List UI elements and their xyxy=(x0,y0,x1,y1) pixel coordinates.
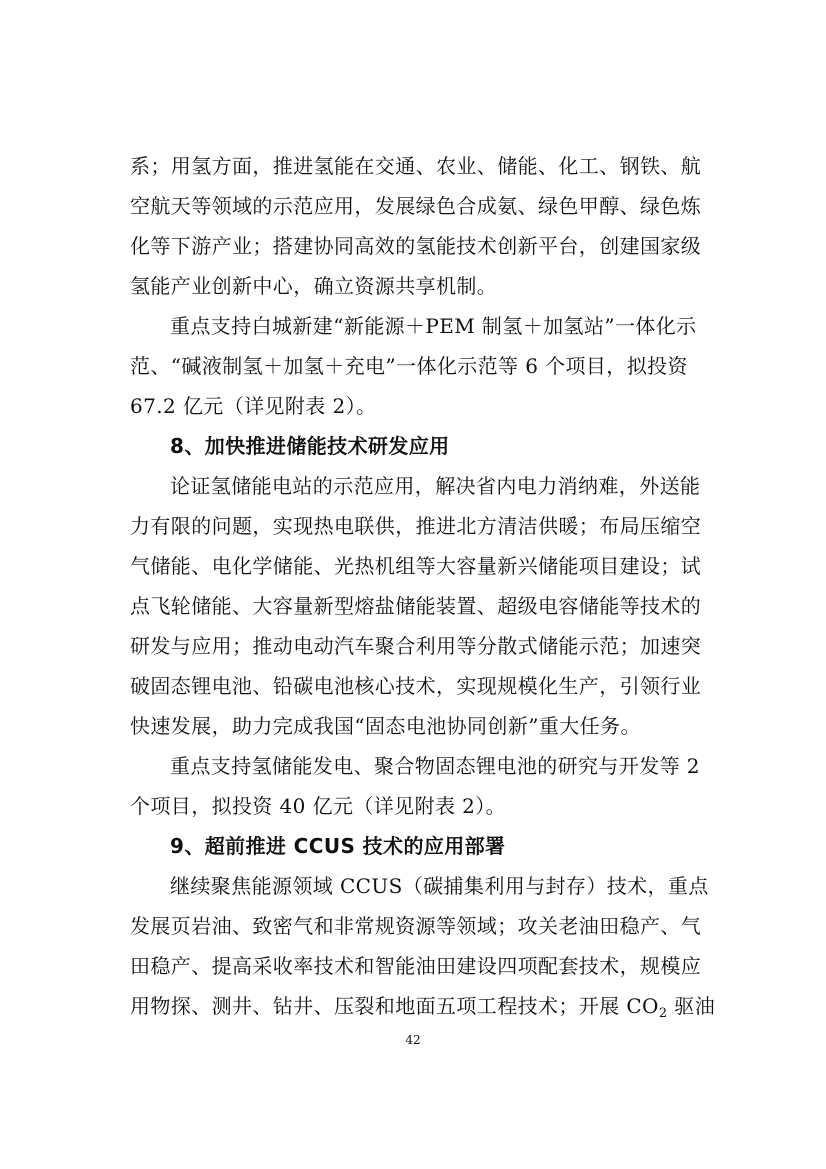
paragraph-line xyxy=(130,992,716,1021)
paragraph-line: 个项目，拟投资 40 亿元（详见附表 2）。 xyxy=(130,794,507,818)
paragraph-line: 继续聚焦能源领域 CCUS（碳捕集利用与封存）技术，重点 xyxy=(170,874,709,898)
paragraph-line: 论证氢储能电站的示范应用，解决省内电力消纳难，外送能 xyxy=(170,474,701,498)
paragraph-line: 67.2 亿元（详见附表 2）。 xyxy=(130,394,377,418)
paragraph-line: 破固态锂电池、铅碳电池核心技术，实现规模化生产，引领行业 xyxy=(130,674,702,698)
paragraph-line: 发展页岩油、致密气和非常规资源等领域；攻关老油田稳产、气 xyxy=(130,914,702,938)
paragraph-line: 力有限的问题，实现热电联供，推进北方清洁供暖；布局压缩空 xyxy=(130,514,702,538)
paragraph-line: 空航天等领域的示范应用，发展绿色合成氨、绿色甲醇、绿色炼 xyxy=(130,194,702,218)
paragraph-line: 重点支持氢储能发电、聚合物固态锂电池的研究与开发等 2 xyxy=(170,754,700,778)
paragraph-line: 田稳产、提高采收率技术和智能油田建设四项配套技术，规模应 xyxy=(130,954,702,978)
paragraph-line: 系；用氢方面，推进氢能在交通、农业、储能、化工、钢铁、航 xyxy=(130,154,702,178)
paragraph-line: 研发与应用；推动电动汽车聚合利用等分散式储能示范；加速突 xyxy=(130,634,702,658)
section-heading: 8、加快推进储能技术研发应用 xyxy=(170,434,450,458)
page-number: 42 xyxy=(405,1033,421,1047)
paragraph-line: 化等下游产业；搭建协同高效的氢能技术创新平台，创建国家级 xyxy=(130,234,702,258)
paragraph-line: 点飞轮储能、大容量新型熔盐储能装置、超级电容储能等技术的 xyxy=(130,594,702,618)
paragraph-line: 重点支持白城新建“新能源＋PEM 制氢＋加氢站”一体化示 xyxy=(170,314,697,338)
paragraph-line: 快速发展，助力完成我国“固态电池协同创新”重大任务。 xyxy=(130,714,641,738)
line-text: 用物探、测井、钻井、压裂和地面五项工程技术；开展 CO xyxy=(130,994,659,1018)
line-text: 驱油 xyxy=(667,994,716,1018)
paragraph-line: 范、“碱液制氢＋加氢＋充电”一体化示范等 6 个项目，拟投资 xyxy=(130,354,688,378)
paragraph-line: 氢能产业创新中心，确立资源共享机制。 xyxy=(130,274,498,298)
subscript-text: 2 xyxy=(658,1006,668,1021)
section-heading: 9、超前推进 CCUS 技术的应用部署 xyxy=(170,834,506,858)
paragraph-line: 气储能、电化学储能、光热机组等大容量新兴储能项目建设；试 xyxy=(130,554,702,578)
